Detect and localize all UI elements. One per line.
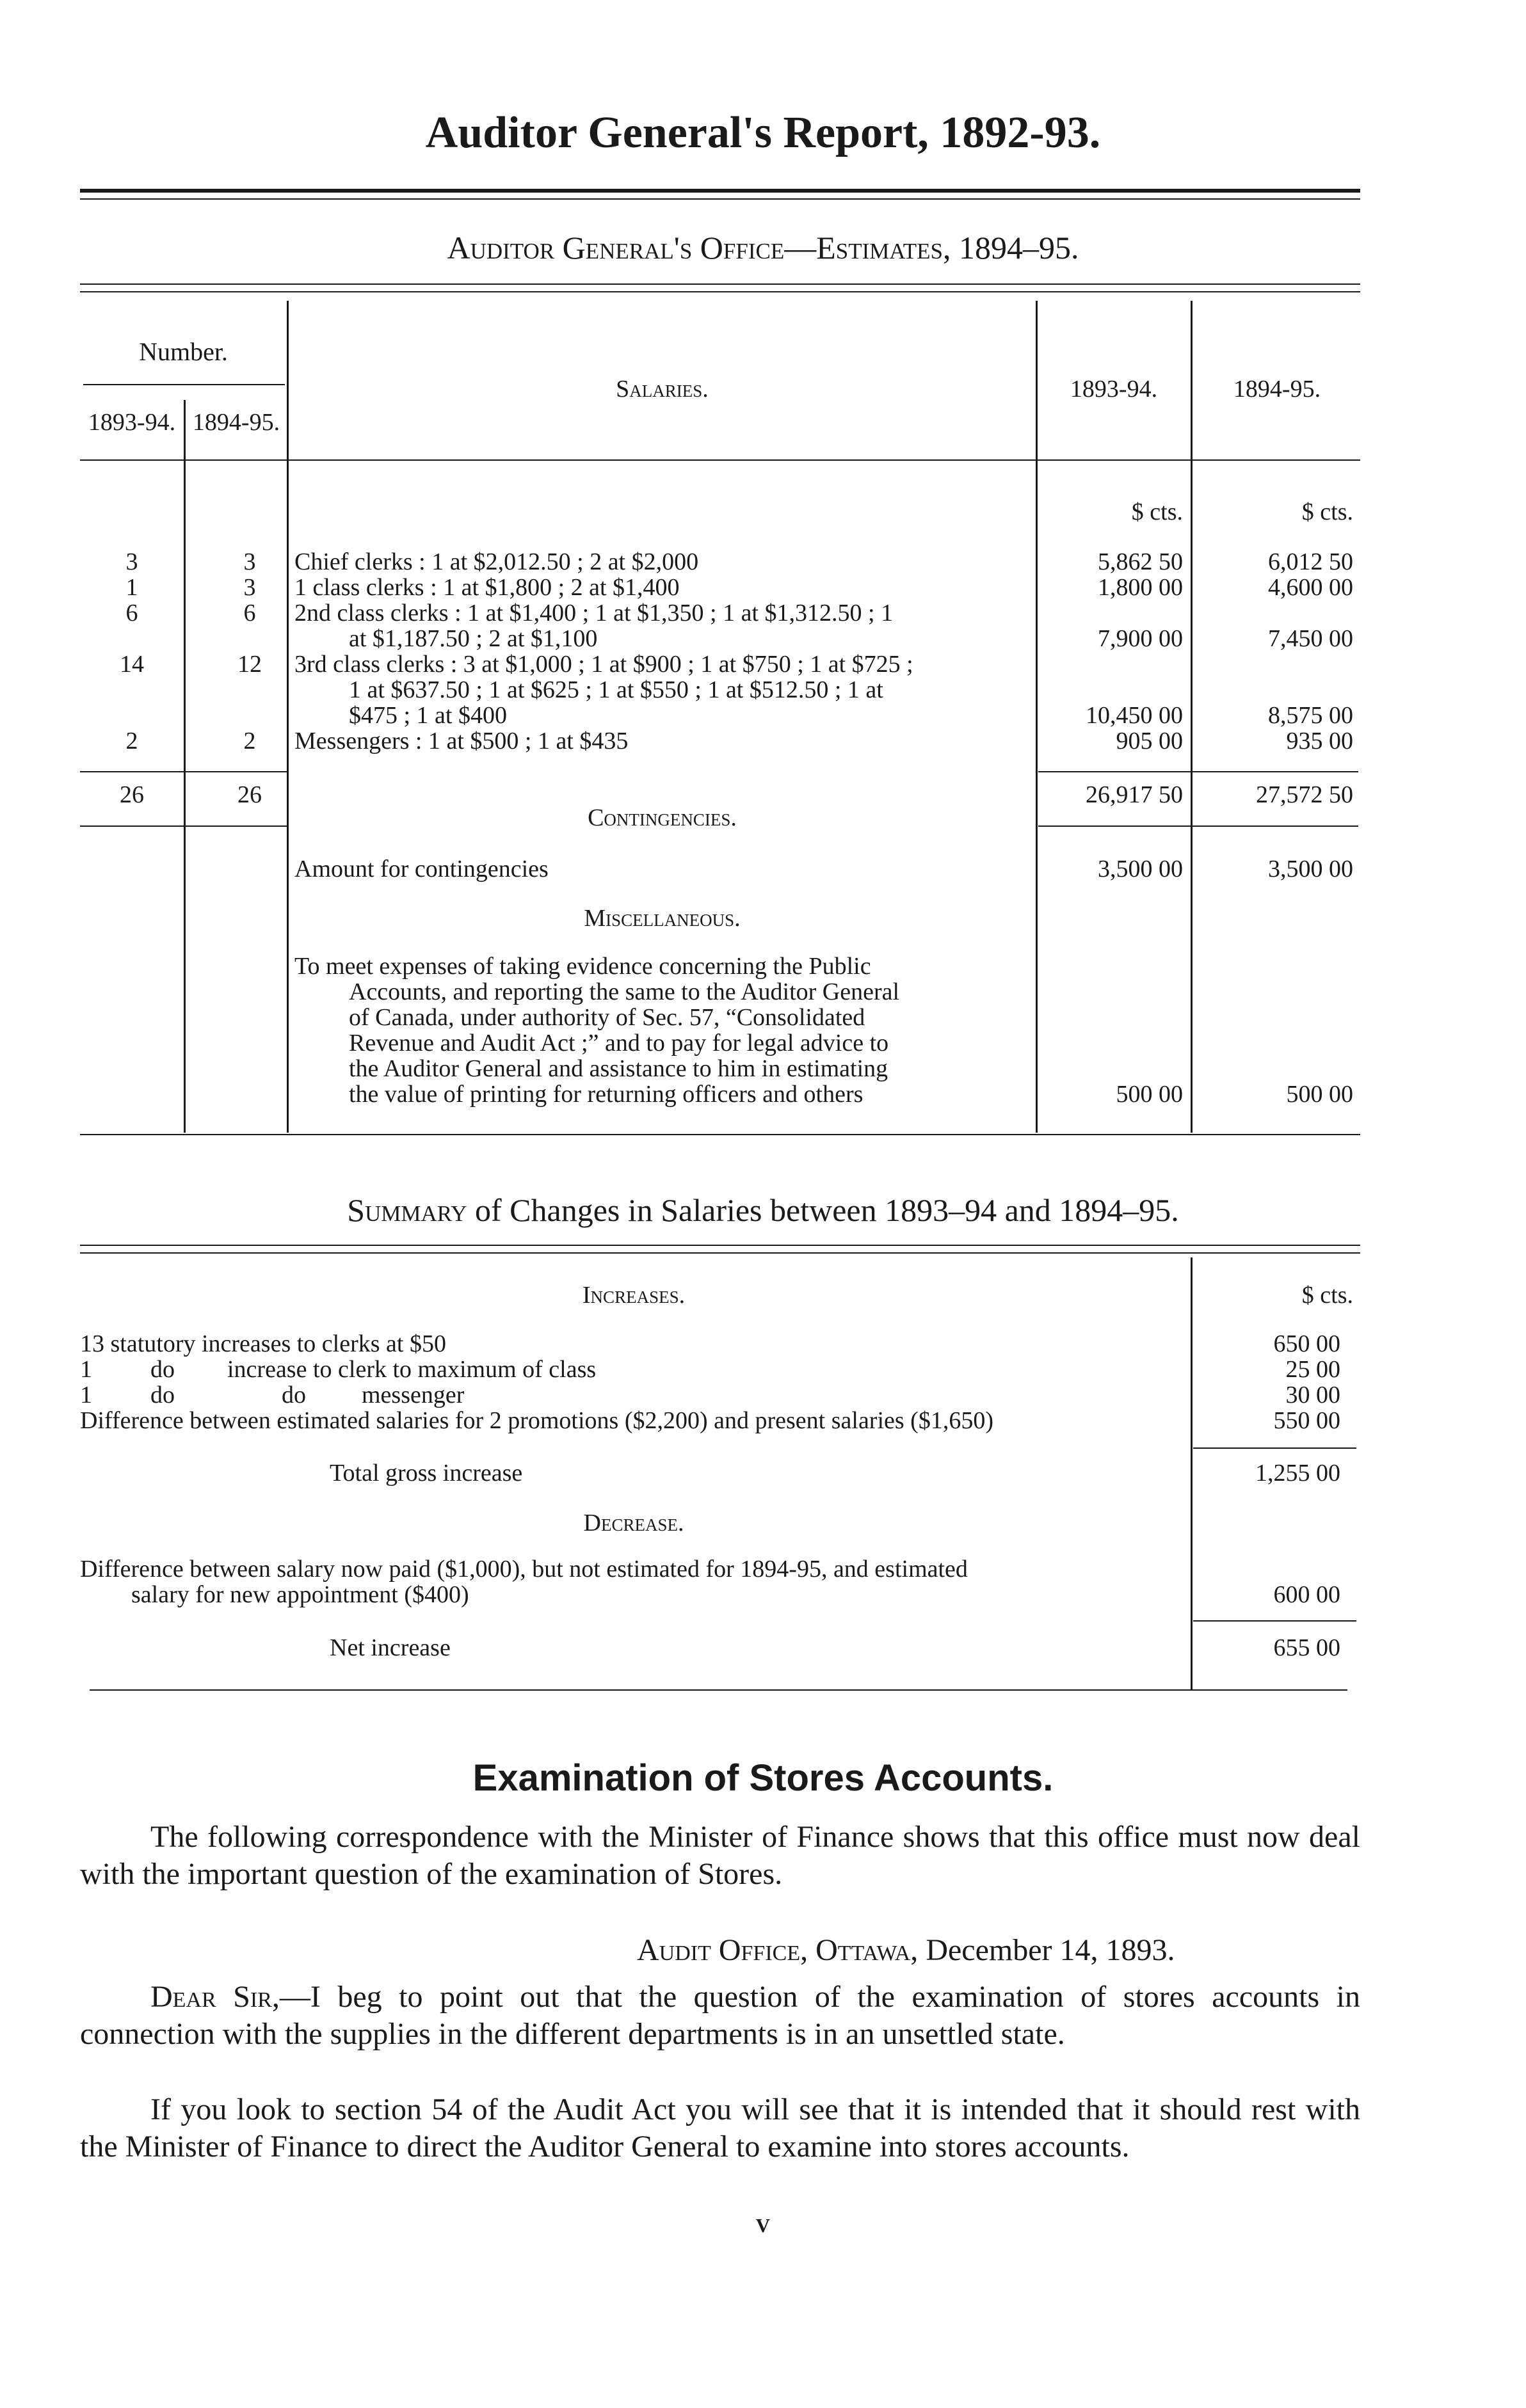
summary-bottom-rule — [90, 1689, 1347, 1691]
title-rule-thin — [80, 198, 1360, 200]
summary-rule-top-b — [80, 1252, 1360, 1254]
increase-count: 1 — [80, 1356, 92, 1383]
row-number-1894: 6 — [243, 600, 256, 626]
row-amount-1894: 6,012 50 — [1268, 548, 1353, 575]
stores-intro — [80, 1819, 1360, 1893]
estimates-title: Auditor General's Office—Estimates, 1894–95. — [447, 230, 1079, 266]
page-number: v — [755, 2207, 771, 2238]
estimates-rule-top-a — [80, 283, 1360, 285]
total-number-1894: 26 — [237, 781, 262, 808]
row-amount-1893: 905 00 — [1116, 728, 1183, 754]
salaries-total-rule-amounts — [1038, 771, 1358, 772]
increase-count: 1 — [80, 1382, 92, 1408]
salaries-total-rule — [80, 771, 287, 772]
page-title: Auditor General's Report, 1892-93. — [425, 108, 1101, 157]
estimates-vrule-number — [184, 400, 186, 1133]
row-number-1893: 1 — [125, 574, 138, 601]
total-number-1893: 26 — [120, 781, 144, 808]
row-number-1893: 6 — [125, 600, 138, 626]
row-number-1893: 3 — [125, 548, 138, 575]
letter-dateline — [637, 1933, 1175, 1968]
increase-text: increase to clerk to maximum of class — [227, 1356, 597, 1383]
number-header: Number. — [139, 337, 228, 366]
total-amount-1894: 27,572 50 — [1256, 781, 1353, 808]
summary-title — [0, 1192, 1526, 1229]
row-description-line: $475 ; 1 at $400 — [349, 702, 507, 729]
misc-line: of Canada, under authority of Sec. 57, “Consolidated — [349, 1004, 865, 1031]
header-bottom-rule — [80, 459, 1360, 461]
row-description: Messengers : 1 at $500 ; 1 at $435 — [294, 728, 629, 754]
row-amount-1893: 1,800 00 — [1098, 574, 1183, 601]
row-amount-1894: 7,450 00 — [1268, 625, 1353, 652]
col-1894-header: 1894-95. — [192, 409, 280, 436]
increase-amount: 650 00 — [1273, 1330, 1340, 1357]
gross-rule — [1193, 1447, 1356, 1449]
stores-intro-text: The following correspondence with the Minister of Finance shows that this office must now deal with the important question of the examination of Stores. — [80, 1820, 1360, 1891]
letter-paragraph-2 — [80, 2091, 1360, 2165]
net-rule — [1193, 1620, 1356, 1622]
summary-vrule — [1191, 1257, 1193, 1689]
letter-salutation: Dear Sir, — [150, 1980, 280, 2014]
misc-line: the Auditor General and assistance to him in estimating — [349, 1055, 888, 1082]
misc-amount-1894: 500 00 — [1286, 1081, 1353, 1108]
increase-amount: 30 00 — [1285, 1382, 1340, 1408]
estimates-vrule-desc — [287, 301, 289, 1133]
total-under-rule — [80, 825, 287, 827]
row-amount-1894: 8,575 00 — [1268, 702, 1353, 729]
increase-line-statutory: 13 statutory increases to clerks at $50 — [80, 1330, 446, 1357]
increase-ditto: do — [282, 1382, 306, 1408]
increase-ditto: do — [150, 1356, 175, 1383]
misc-line: Accounts, and reporting the same to the Auditor General — [349, 978, 900, 1005]
total-amount-1893: 26,917 50 — [1086, 781, 1183, 808]
row-number-1894: 12 — [237, 651, 262, 678]
misc-line: the value of printing for returning officers and others — [349, 1081, 863, 1108]
row-number-1893: 2 — [125, 728, 138, 754]
amount-1893-header: 1893-94. — [1070, 376, 1158, 403]
row-description-line: 3rd class clerks : 3 at $1,000 ; 1 at $900 ; 1 at $750 ; 1 at $725 ; — [294, 651, 913, 678]
letter-date: December 14, 1893. — [926, 1933, 1175, 1967]
row-amount-1894: 935 00 — [1286, 728, 1353, 754]
row-amount-1893: 7,900 00 — [1098, 625, 1183, 652]
increase-line-promotions: Difference between estimated salaries for 2 promotions ($2,200) and present salaries ($1,650) — [80, 1407, 993, 1434]
increase-amount: 550 00 — [1273, 1407, 1340, 1434]
letter-paragraph-2-text: If you look to section 54 of the Audit Act you will see that it is intended that it should rest with the Minister of Finance to direct the Auditor General to examine into stores accounts. — [80, 2093, 1360, 2164]
row-number-1894: 2 — [243, 728, 256, 754]
increase-ditto: do — [150, 1382, 175, 1408]
increase-amount: 25 00 — [1285, 1356, 1340, 1383]
number-subrule — [83, 384, 285, 385]
summary-title-lead: Summary — [347, 1192, 467, 1228]
contingencies-header: Contingencies. — [588, 804, 737, 831]
stores-heading: Examination of Stores Accounts. — [472, 1757, 1054, 1799]
row-number-1893: 14 — [120, 651, 144, 678]
total-gross-amount: 1,255 00 — [1255, 1460, 1340, 1487]
row-description-line: 2nd class clerks : 1 at $1,400 ; 1 at $1,350 ; 1 at $1,312.50 ; 1 — [294, 600, 894, 626]
decrease-amount: 600 00 — [1273, 1581, 1340, 1608]
row-description-line: 1 at $637.50 ; 1 at $625 ; 1 at $550 ; 1 at $512.50 ; 1 at — [349, 676, 883, 703]
col-1893-header: 1893-94. — [88, 409, 176, 436]
estimates-vrule-amount1 — [1036, 301, 1038, 1133]
letter-paragraph-1-text: —I beg to point out that the question of the examination of stores accounts in connection with the supplies in the different departments is in an unsettled state. — [80, 1980, 1361, 2051]
contingencies-description: Amount for contingencies — [294, 856, 549, 882]
increases-header: Increases. — [582, 1282, 686, 1309]
misc-line: Revenue and Audit Act ;” and to pay for legal advice to — [349, 1030, 889, 1056]
row-description-line: at $1,187.50 ; 2 at $1,100 — [349, 625, 598, 652]
decrease-line: Difference between salary now paid ($1,000), but not estimated for 1894-95, and estimated — [80, 1556, 968, 1583]
row-description: Chief clerks : 1 at $2,012.50 ; 2 at $2,000 — [294, 549, 699, 575]
misc-amount-1893: 500 00 — [1116, 1081, 1183, 1108]
net-increase-amount: 655 00 — [1273, 1634, 1340, 1661]
amount-1894-header: 1894-95. — [1233, 376, 1321, 403]
summary-title-rest: of Changes in Salaries between 1893–94 and 1894–95. — [475, 1192, 1179, 1228]
estimates-vrule-amount2 — [1191, 301, 1193, 1133]
unit-1894: $ cts. — [1301, 498, 1353, 525]
row-amount-1893: 10,450 00 — [1086, 702, 1183, 729]
estimates-bottom-rule — [80, 1134, 1360, 1135]
letter-paragraph-1 — [80, 1979, 1360, 2053]
row-amount-1894: 4,600 00 — [1268, 574, 1353, 601]
decrease-line: salary for new appointment ($400) — [131, 1581, 469, 1608]
total-under-rule-amounts — [1038, 825, 1358, 827]
salaries-header: Salaries. — [616, 376, 709, 403]
letter-place: Audit Office, Ottawa, — [637, 1933, 919, 1967]
contingencies-amount-1893: 3,500 00 — [1098, 856, 1183, 882]
row-description: 1 class clerks : 1 at $1,800 ; 2 at $1,400 — [294, 574, 680, 601]
title-rule-thick — [80, 189, 1360, 193]
summary-rule-top-a — [80, 1245, 1360, 1246]
row-number-1894: 3 — [243, 574, 256, 601]
misc-line: To meet expenses of taking evidence concerning the Public — [294, 953, 871, 980]
miscellaneous-header: Miscellaneous. — [584, 905, 741, 932]
total-gross-label: Total gross increase — [330, 1460, 523, 1487]
contingencies-amount-1894: 3,500 00 — [1268, 856, 1353, 882]
increase-text: messenger — [362, 1382, 465, 1408]
net-increase-label: Net increase — [330, 1634, 451, 1661]
row-number-1894: 3 — [243, 548, 256, 575]
decrease-header: Decrease. — [583, 1510, 684, 1536]
row-amount-1893: 5,862 50 — [1098, 548, 1183, 575]
summary-unit: $ cts. — [1301, 1282, 1353, 1309]
unit-1893: $ cts. — [1131, 498, 1183, 525]
estimates-rule-top-b — [80, 291, 1360, 292]
